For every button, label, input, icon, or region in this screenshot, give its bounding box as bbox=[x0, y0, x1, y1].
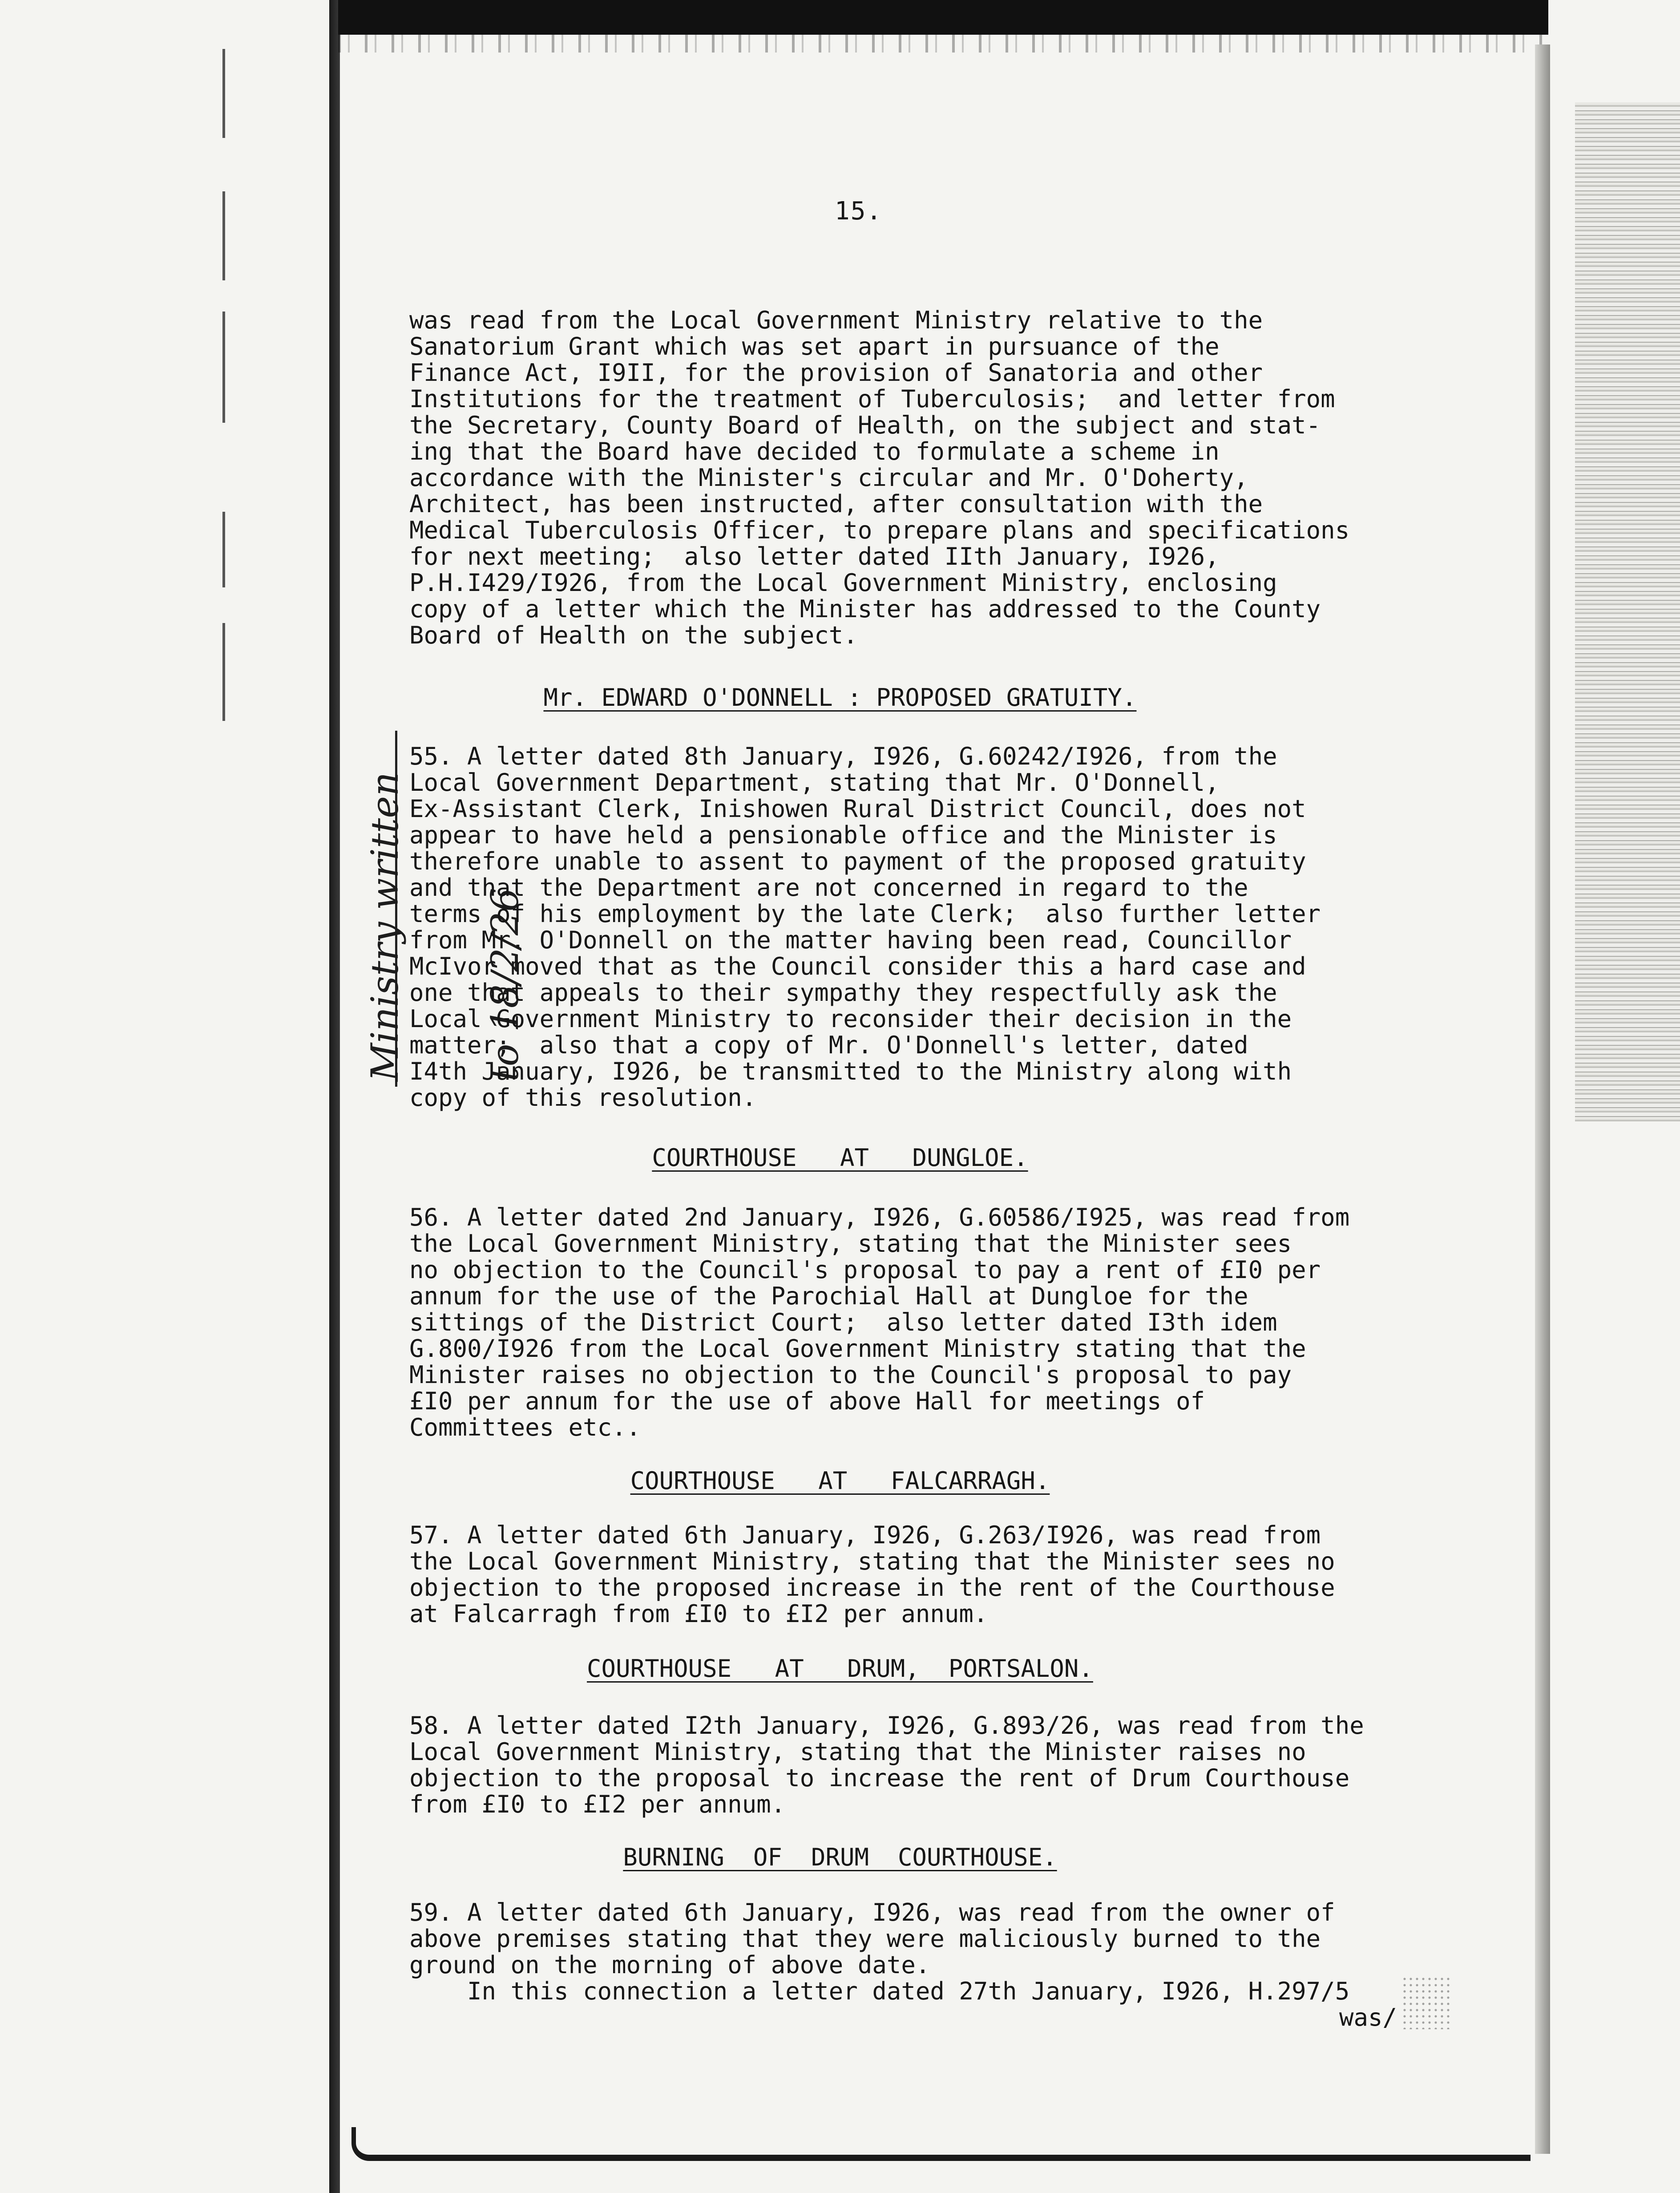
text-line: 56. A letter dated 2nd January, I926, G.60586/I925, was read from bbox=[409, 1203, 1350, 1231]
catchword: was/ bbox=[1339, 2003, 1397, 2031]
page-right-edge bbox=[1535, 45, 1550, 2154]
text-line: In this connection a letter dated 27th January, I926, H.297/5 bbox=[409, 1977, 1350, 2005]
text-line: accordance with the Minister's circular and Mr. O'Doherty, bbox=[409, 464, 1248, 492]
section-heading: COURTHOUSE AT DRUM, PORTSALON. bbox=[587, 1655, 1093, 1683]
margin-note-line: to 18/2/26 bbox=[483, 888, 527, 1081]
text-line: copy of a letter which the Minister has addressed to the County bbox=[409, 595, 1321, 623]
section-heading: COURTHOUSE AT FALCARRAGH. bbox=[630, 1467, 1050, 1495]
text-line: appear to have held a pensionable office and the Minister is bbox=[409, 821, 1277, 849]
text-line: Architect, has been instructed, after consultation with the bbox=[409, 490, 1263, 518]
text-line: matter; also that a copy of Mr. O'Donnell's letter, dated bbox=[409, 1031, 1248, 1059]
text-line: G.800/I926 from the Local Government Ministry stating that the bbox=[409, 1335, 1306, 1363]
page-number: 15. bbox=[835, 197, 883, 226]
text-line: the Local Government Ministry, stating that the Minister sees bbox=[409, 1230, 1292, 1258]
text-line: Minister raises no objection to the Council's proposal to pay bbox=[409, 1361, 1292, 1389]
scan-top-noise bbox=[338, 35, 1548, 53]
text-line: Ex-Assistant Clerk, Inishowen Rural District Council, does not bbox=[409, 795, 1306, 823]
text-line: from Mr. O'Donnell on the matter having been read, Councillor bbox=[409, 926, 1292, 954]
text-line: Local Government Ministry to reconsider their decision in the bbox=[409, 1005, 1292, 1033]
scan-top-border bbox=[338, 0, 1548, 35]
text-line: 55. A letter dated 8th January, I926, G.60242/I926, from the bbox=[409, 742, 1277, 770]
text-line: Finance Act, I9II, for the provision of Sanatoria and other bbox=[409, 359, 1263, 387]
ink-speckle bbox=[1401, 1976, 1450, 2029]
text-line: and that the Department are not concerned in regard to the bbox=[409, 874, 1248, 902]
text-line: copy of this resolution. bbox=[409, 1084, 757, 1112]
scan-bottom-border bbox=[351, 2127, 1531, 2161]
text-line: objection to the proposal to increase the rent of Drum Courthouse bbox=[409, 1764, 1350, 1792]
text-line: 59. A letter dated 6th January, I926, was read from the owner of bbox=[409, 1898, 1335, 1926]
text-line: Board of Health on the subject. bbox=[409, 621, 858, 649]
text-line: Committees etc.. bbox=[409, 1413, 641, 1441]
section-heading: COURTHOUSE AT DUNGLOE. bbox=[652, 1144, 1028, 1172]
text-line: Medical Tuberculosis Officer, to prepare plans and specifications bbox=[409, 516, 1350, 544]
scan-right-edge bbox=[1575, 102, 1680, 1121]
text-line: McIvor moved that as the Council consider this a hard case and bbox=[409, 952, 1306, 980]
text-line: 58. A letter dated I2th January, I926, G.893/26, was read from the bbox=[409, 1712, 1364, 1740]
text-line: I4th January, I926, be transmitted to the Ministry along with bbox=[409, 1057, 1292, 1085]
text-line: ground on the morning of above date. bbox=[409, 1951, 930, 1979]
text-line: Institutions for the treatment of Tuberculosis; and letter from bbox=[409, 385, 1335, 413]
text-line: ing that the Board have decided to formulate a scheme in bbox=[409, 437, 1220, 465]
left-margin-rule bbox=[222, 191, 225, 280]
text-line: from £I0 to £I2 per annum. bbox=[409, 1790, 786, 1818]
text-line: 57. A letter dated 6th January, I926, G.263/I926, was read from bbox=[409, 1521, 1321, 1549]
text-line: P.H.I429/I926, from the Local Government Ministry, enclosing bbox=[409, 569, 1277, 597]
text-line: terms of his employment by the late Clerk; also further letter bbox=[409, 900, 1321, 928]
text-line: one that appeals to their sympathy they respectfully ask the bbox=[409, 979, 1277, 1007]
text-line: for next meeting; also letter dated IIth January, I926, bbox=[409, 542, 1220, 571]
left-margin-rule bbox=[222, 49, 225, 138]
text-line: the Secretary, County Board of Health, on the subject and stat- bbox=[409, 411, 1321, 439]
text-line: was read from the Local Government Ministry relative to the bbox=[409, 306, 1263, 334]
margin-note-line: Ministry written bbox=[363, 772, 407, 1081]
text-line: Sanatorium Grant which was set apart in pursuance of the bbox=[409, 332, 1220, 360]
section-heading: Mr. EDWARD O'DONNELL : PROPOSED GRATUITY. bbox=[543, 684, 1137, 712]
text-line: no objection to the Council's proposal to pay a rent of £I0 per bbox=[409, 1256, 1321, 1284]
text-line: sittings of the District Court; also letter dated I3th idem bbox=[409, 1308, 1277, 1336]
text-line: £I0 per annum for the use of above Hall for meetings of bbox=[409, 1387, 1205, 1415]
text-line: Local Government Department, stating that Mr. O'Donnell, bbox=[409, 769, 1220, 797]
section-heading: BURNING OF DRUM COURTHOUSE. bbox=[623, 1843, 1057, 1871]
left-margin-rule bbox=[222, 512, 225, 587]
text-line: therefore unable to assent to payment of the proposed gratuity bbox=[409, 847, 1306, 875]
text-line: the Local Government Ministry, stating that the Minister sees no bbox=[409, 1547, 1335, 1575]
text-line: annum for the use of the Parochial Hall at Dungloe for the bbox=[409, 1282, 1248, 1310]
text-line: objection to the proposed increase in the rent of the Courthouse bbox=[409, 1574, 1335, 1602]
text-line: at Falcarragh from £I0 to £I2 per annum. bbox=[409, 1600, 988, 1628]
text-line: above premises stating that they were maliciously burned to the bbox=[409, 1925, 1321, 1953]
text-line: Local Government Ministry, stating that the Minister raises no bbox=[409, 1738, 1306, 1766]
left-margin-rule bbox=[222, 312, 225, 423]
